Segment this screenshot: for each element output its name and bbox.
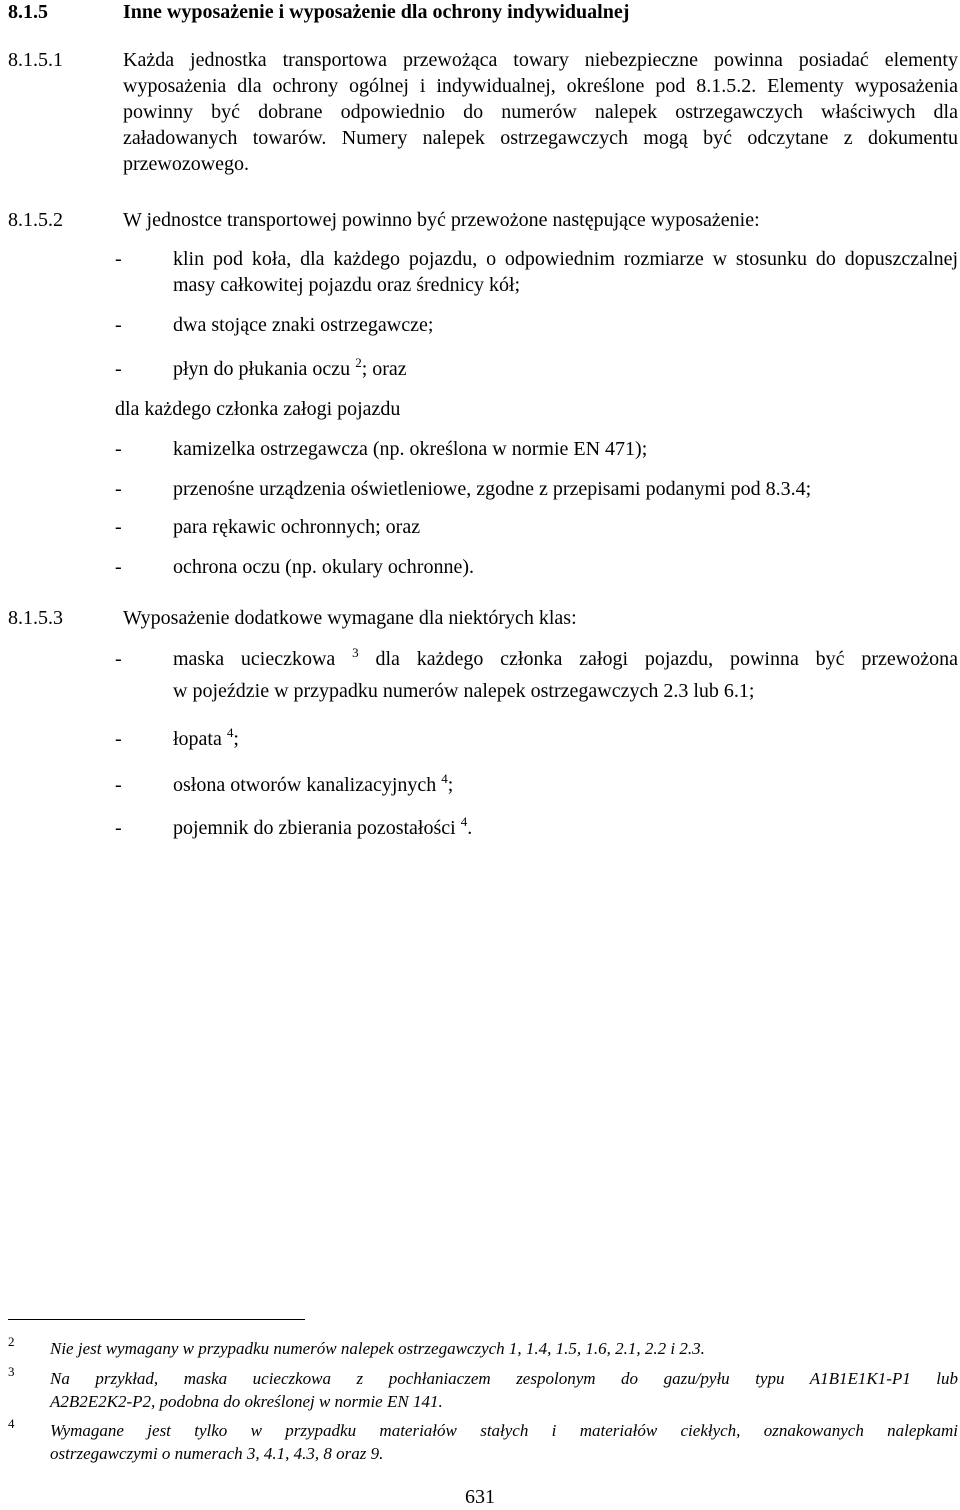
list-dash: - xyxy=(115,648,122,670)
list-dash: - xyxy=(115,774,122,796)
list-item-text: przenośne urządzenia oświetleniowe, zgodne z przepisami podanymi pod 8.3.4; xyxy=(173,478,812,500)
list-item xyxy=(115,554,958,580)
footnote-reference: 2 xyxy=(355,355,362,370)
list-item xyxy=(115,436,958,462)
list-item xyxy=(115,312,958,338)
list-item xyxy=(115,646,958,704)
paragraph-number: 8.1.5.1 xyxy=(8,49,63,71)
list-dash: - xyxy=(115,728,122,750)
paragraph-8-1-5-2 xyxy=(8,207,958,233)
list-item-text xyxy=(173,726,958,752)
list-item-text-part: . xyxy=(467,817,473,839)
list-item-text: klin pod koła, dla każdego pojazdu, o odpowiednim rozmiarze w stosunku do dopuszczalnej masy całkowitej pojazdu oraz średnicy kół; xyxy=(173,248,958,296)
list-dash: - xyxy=(115,438,122,460)
list-item xyxy=(115,726,958,752)
footnote-text-line: A2B2E2K2-P2, podobna do określonej w normie EN 141. xyxy=(50,1392,443,1411)
paragraph-intro: W jednostce transportowej powinno być przewożone następujące wyposażenie: xyxy=(123,209,760,231)
paragraph-intro: Wyposażenie dodatkowe wymagane dla niektórych klas: xyxy=(123,607,577,629)
list-item-text-line: w pojeździe w przypadku numerów nalepek ostrzegawczych 2.3 lub 6.1; xyxy=(173,680,755,702)
list-dash: - xyxy=(115,478,122,500)
footnote xyxy=(8,1418,958,1466)
footnote-mark: 2 xyxy=(8,1334,15,1349)
footnote-reference: 4 xyxy=(226,725,234,740)
list-dash: - xyxy=(115,556,122,578)
list-item-text-part: łopata xyxy=(173,728,227,750)
list-dash: - xyxy=(115,314,122,336)
list-item xyxy=(115,356,958,382)
paragraph-text: Każda jednostka transportowa przewożąca towary niebezpieczne powinna posiadać elementy wyposażenia dla ochrony ogólnej i indywidualnej, określone pod 8.1.5.2. Elementy wyposażenia powinny być dobrane odpowiednio do numerów nalepek ostrzegawczych właściwych dla załadowanych towarów. Numery nalepek ostrzegawczych mogą być odczytane z dokumentu przewozowego. xyxy=(123,49,958,175)
list-item xyxy=(115,815,958,841)
list-item-text-part: osłona otworów kanalizacyjnych xyxy=(173,774,442,796)
list-item-text-part: pojemnik do zbierania pozostałości xyxy=(173,817,461,839)
list-item-text xyxy=(173,356,958,382)
list-item xyxy=(115,246,958,298)
section-heading xyxy=(8,0,629,25)
list-item-text-part: płyn do płukania oczu xyxy=(173,358,356,380)
list-dash: - xyxy=(115,248,122,270)
footnote-mark: 4 xyxy=(8,1416,15,1431)
list-item-text-line xyxy=(173,646,958,672)
footnote-reference: 3 xyxy=(352,645,359,660)
list-item-text-part: ; xyxy=(233,728,239,750)
paragraph-8-1-5-3 xyxy=(8,605,958,631)
paragraph-number: 8.1.5.2 xyxy=(8,209,63,231)
footnote-text: Nie jest wymagany w przypadku numerów nalepek ostrzegawczych 1, 1.4, 1.5, 1.6, 2.1, 2.2 i 2.3. xyxy=(50,1339,705,1358)
page-number: 631 xyxy=(465,1486,495,1508)
list-item-text-part: ; oraz xyxy=(361,358,407,380)
list-item-text-part: dla każdego członka załogi pojazdu, powinna być przewożona xyxy=(358,648,958,670)
paragraph-8-1-5-1 xyxy=(8,47,958,177)
list-item xyxy=(115,772,958,798)
crew-intro: dla każdego członka załogi pojazdu xyxy=(115,398,401,420)
footnote-text-line: ostrzegawczymi o numerach 3, 4.1, 4.3, 8 oraz 9. xyxy=(50,1444,384,1463)
footnote-text-line: Na przykład, maska ucieczkowa z pochłaniaczem zespolonym do gazu/pyłu typu A1B1E1K1-P1 lub xyxy=(50,1369,958,1388)
list-item-text-part: maska ucieczkowa xyxy=(173,648,353,670)
list-dash: - xyxy=(115,516,122,538)
section-heading-title: Inne wyposażenie i wyposażenie dla ochrony indywidualnej xyxy=(123,1,630,23)
list-dash: - xyxy=(115,817,122,839)
footnote-reference: 4 xyxy=(460,814,468,829)
list-item-text: ochrona oczu (np. okulary ochronne). xyxy=(173,556,474,578)
footnote-text-line: Wymagane jest tylko w przypadku materiałów stałych i materiałów ciekłych, oznakowanych nalepkami xyxy=(50,1421,958,1440)
list-item xyxy=(115,514,958,540)
list-dash: - xyxy=(115,358,122,380)
footnote xyxy=(8,1336,958,1361)
footnote xyxy=(8,1366,958,1414)
section-heading-number: 8.1.5 xyxy=(8,1,48,23)
list-item-text xyxy=(173,815,958,841)
footnote-separator xyxy=(8,1319,305,1320)
paragraph-number: 8.1.5.3 xyxy=(8,607,63,629)
list-item xyxy=(115,476,958,502)
list-item-text: kamizelka ostrzegawcza (np. określona w normie EN 471); xyxy=(173,438,648,460)
footnote-mark: 3 xyxy=(8,1364,15,1379)
footnote-reference: 4 xyxy=(441,771,448,786)
list-item-text-part: ; xyxy=(447,774,454,796)
list-item-text: para rękawic ochronnych; oraz xyxy=(173,516,421,538)
list-item-text xyxy=(173,772,958,798)
list-item-text: dwa stojące znaki ostrzegawcze; xyxy=(173,314,434,336)
